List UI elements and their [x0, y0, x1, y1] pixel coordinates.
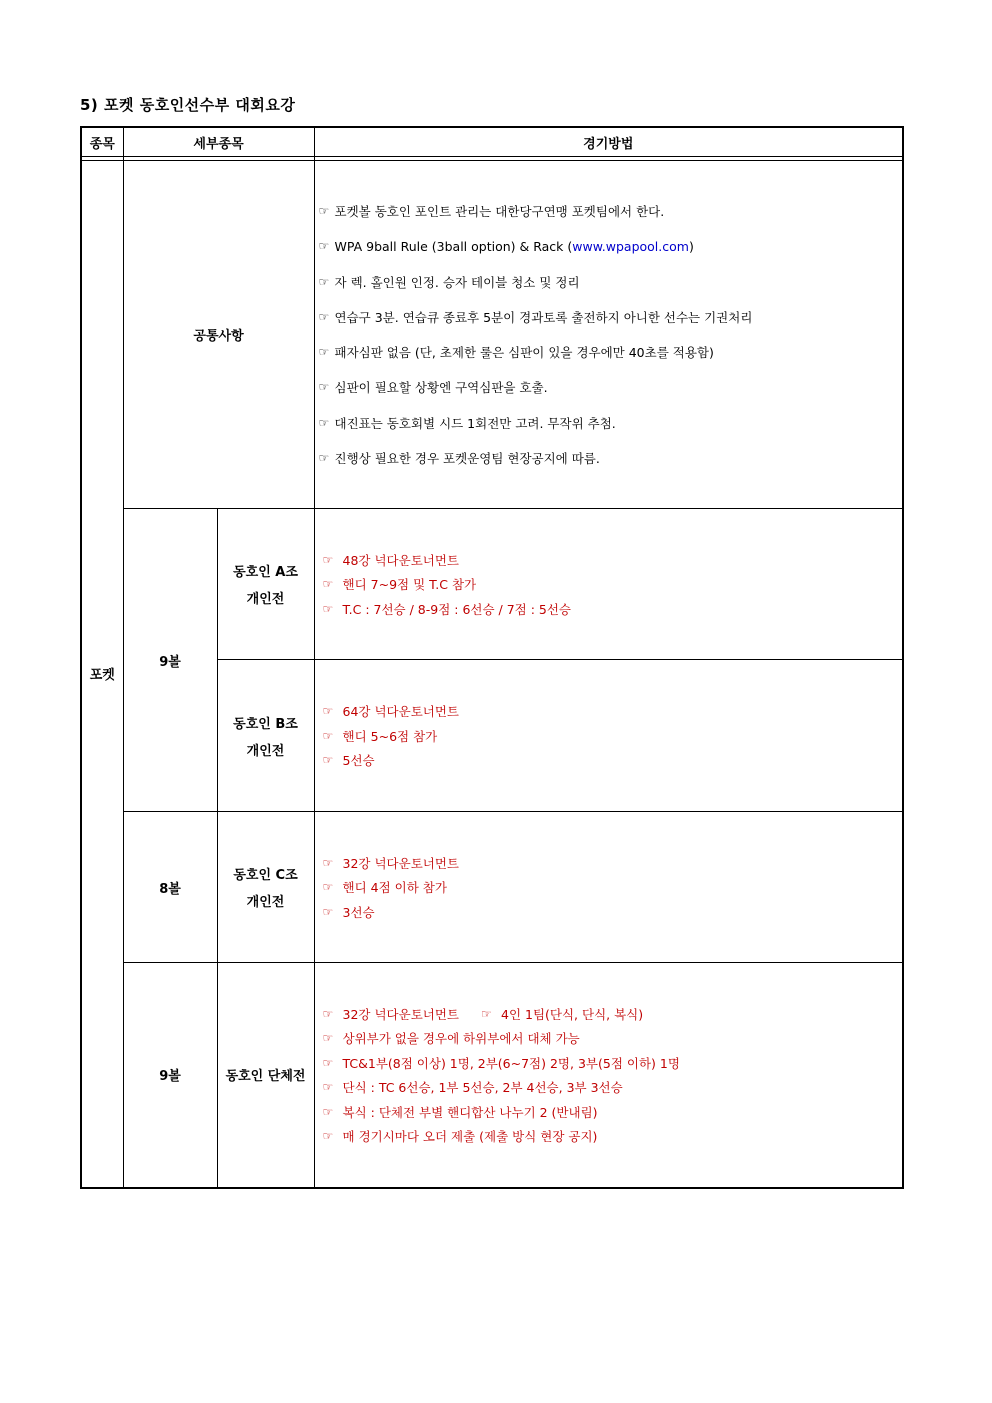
list-item: ☞ 핸디 5~6점 참가: [322, 728, 438, 744]
pointing-hand-icon: ☞: [481, 1006, 492, 1021]
pointing-hand-icon: ☞: [318, 203, 330, 218]
list-item: ☞ T.C : 7선승 / 8-9점 : 6선승 / 7점 : 5선승: [322, 601, 571, 617]
game-8ball: 8볼: [123, 812, 217, 963]
header-method: 경기방법: [314, 127, 903, 157]
pointing-hand-icon: ☞: [318, 415, 330, 430]
list-item: ☞ 대진표는 동호회별 시드 1회전만 고려. 무작위 추첨.: [318, 415, 616, 431]
pointing-hand-icon: ☞: [318, 274, 330, 289]
pointing-hand-icon: ☞: [322, 1080, 334, 1094]
pointing-hand-icon: ☞: [318, 380, 330, 395]
pointing-hand-icon: ☞: [318, 345, 330, 360]
division-a: 동호인 A조 개인전: [217, 509, 314, 660]
tournament-table: [80, 126, 904, 1189]
pointing-hand-icon: ☞: [322, 728, 334, 743]
division-c: 동호인 C조 개인전: [217, 812, 314, 963]
pointing-hand-icon: ☞: [322, 1006, 334, 1021]
table-row-common: [81, 161, 903, 509]
list-item: ☞ 5선승: [322, 753, 375, 768]
list-item: ☞ 상위부가 없을 경우에 하위부에서 대체 가능: [322, 1031, 580, 1046]
list-item: ☞ 심판이 필요할 상황엔 구역심판을 호출.: [318, 380, 548, 396]
list-item: ☞ 48강 넉다운토너먼트: [322, 552, 459, 568]
list-item: ☞ 단식 : TC 6선승, 1부 5선승, 2부 4선승, 3부 3선승: [322, 1080, 623, 1095]
division-team-rules: [314, 963, 903, 1188]
division-c-rules: [314, 812, 903, 963]
list-item: ☞ 핸디 4점 이하 참가: [322, 880, 447, 895]
pointing-hand-icon: ☞: [322, 704, 334, 718]
list-item: ☞ 자 렉. 홀인원 인정. 승자 테이블 청소 및 정리: [318, 274, 580, 290]
list-item: ☞ 매 경기시마다 오더 제출 (제출 방식 현장 공지): [322, 1129, 598, 1144]
pointing-hand-icon: ☞: [318, 451, 330, 466]
list-item: ☞ 진행상 필요한 경우 포켓운영팀 현장공지에 따름.: [318, 451, 600, 467]
list-item: ☞ WPA 9ball Rule (3ball option) & Rack ( www.wpapool.com ): [318, 238, 694, 254]
list-item: ☞ 핸디 7~9점 및 T.C 참가: [322, 577, 477, 592]
table-row-9ball-a: [81, 509, 903, 660]
list-item: ☞ 3선승: [322, 904, 375, 920]
list-item: ☞ 복식 : 단체전 부별 핸디합산 나누기 2 (반내림): [322, 1104, 598, 1120]
list-item: ☞ 패자심판 없음 (단, 초제한 룰은 심판이 있을 경우에만 40초를 적용함): [318, 345, 714, 361]
pointing-hand-icon: ☞: [322, 1129, 334, 1143]
division-b: 동호인 B조 개인전: [217, 660, 314, 812]
table-row-9ball-team: [81, 963, 903, 1188]
pointing-hand-icon: ☞: [322, 880, 334, 894]
category-cell: 포켓: [81, 161, 123, 1188]
common-rules-list: [315, 193, 903, 475]
division-b-rules: [314, 660, 903, 812]
pointing-hand-icon: ☞: [318, 239, 330, 254]
header-category: 종목: [81, 127, 123, 157]
pointing-hand-icon: ☞: [322, 1104, 334, 1119]
pointing-hand-icon: ☞: [322, 601, 334, 616]
pointing-hand-icon: ☞: [322, 1055, 334, 1070]
common-rules-cell: [314, 161, 903, 509]
table-header-row: [81, 127, 903, 157]
pointing-hand-icon: ☞: [322, 855, 334, 870]
common-label: 공통사항: [123, 161, 314, 509]
header-subcategory: 세부종목: [123, 127, 314, 157]
division-team: 동호인 단체전: [217, 963, 314, 1188]
pointing-hand-icon: ☞: [318, 309, 330, 324]
game-9ball: 9볼: [123, 509, 217, 812]
pointing-hand-icon: ☞: [322, 753, 334, 767]
list-item: ☞ TC&1부(8점 이상) 1명, 2부(6~7점) 2명, 3부(5점 이하) 1명: [322, 1055, 680, 1071]
list-item: ☞ 64강 넉다운토너먼트: [322, 704, 459, 719]
section-title: 5) 포켓 동호인선수부 대회요강: [80, 96, 296, 114]
wpa-link[interactable]: www.wpapool.com: [572, 238, 689, 254]
game-9ball-team: 9볼: [123, 963, 217, 1188]
list-item: ☞ 포켓볼 동호인 포인트 관리는 대한당구연맹 포켓팀에서 한다.: [318, 203, 665, 219]
list-item: ☞ 32강 넉다운토너먼트 ☞ 4인 1팀(단식, 단식, 복식): [322, 1006, 644, 1022]
pointing-hand-icon: ☞: [322, 552, 334, 567]
list-item: ☞ 연습구 3분. 연습큐 종료후 5분이 경과토록 출전하지 아니한 선수는 기권처리: [318, 309, 753, 325]
division-a-rules: [314, 509, 903, 660]
pointing-hand-icon: ☞: [322, 577, 334, 591]
list-item: ☞ 32강 넉다운토너먼트: [322, 855, 459, 871]
table-row-8ball-c: [81, 812, 903, 963]
pointing-hand-icon: ☞: [322, 904, 334, 919]
pointing-hand-icon: ☞: [322, 1031, 334, 1045]
